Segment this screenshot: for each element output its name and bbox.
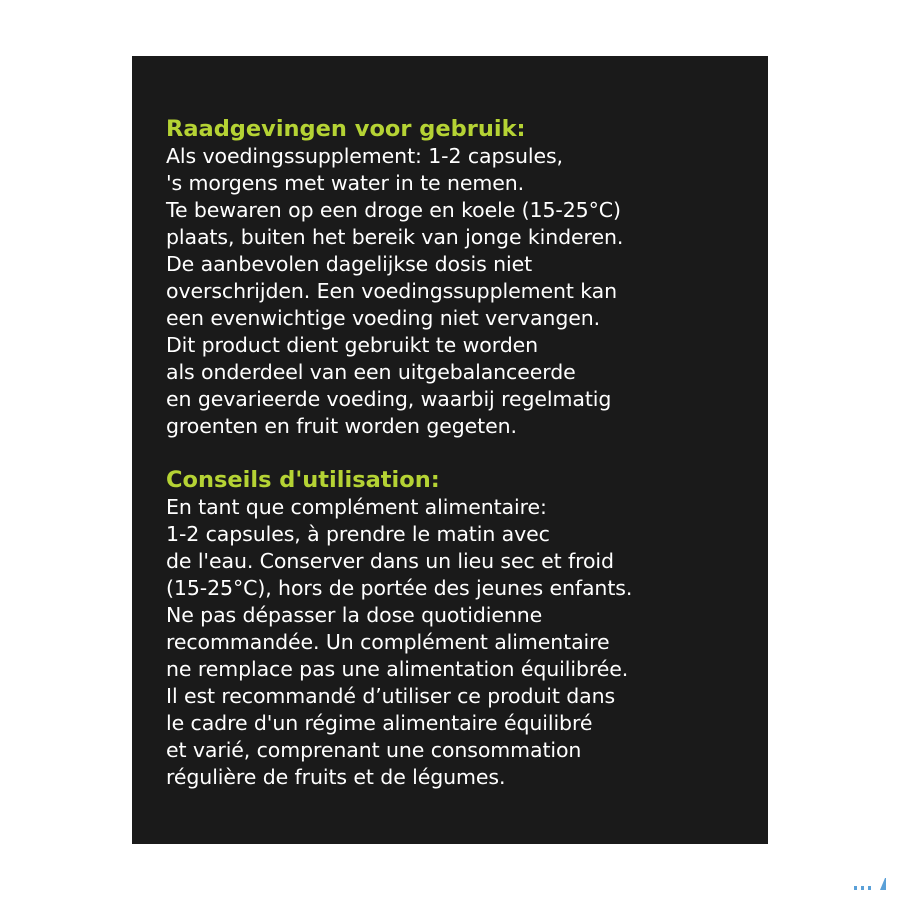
text-line: (15-25°C), hors de portée des jeunes enfants. xyxy=(166,576,633,600)
text-line: régulière de fruits et de légumes. xyxy=(166,765,506,789)
text-line: plaats, buiten het bereik van jonge kinderen. xyxy=(166,225,624,249)
text-line: 's morgens met water in te nemen. xyxy=(166,171,525,195)
text-line: le cadre d'un régime alimentaire équilibré xyxy=(166,711,593,735)
text-line: Te bewaren op een droge en koele (15-25°C) xyxy=(166,198,621,222)
heading-french: Conseils d'utilisation: xyxy=(166,467,440,493)
text-line: een evenwichtige voeding niet vervangen. xyxy=(166,306,601,330)
text-line: Dit product dient gebruikt te worden xyxy=(166,333,539,357)
text-line: Ne pas dépasser la dose quotidienne xyxy=(166,603,543,627)
section-french xyxy=(166,467,768,791)
text-line: en gevarieerde voeding, waarbij regelmatig xyxy=(166,387,612,411)
text-line: als onderdeel van een uitgebalanceerde xyxy=(166,360,576,384)
text-line: groenten en fruit worden gegeten. xyxy=(166,414,517,438)
section-dutch xyxy=(166,116,768,440)
text-line: En tant que complément alimentaire: xyxy=(166,495,547,519)
heading-dutch: Raadgevingen voor gebruik: xyxy=(166,116,526,142)
text-line: De aanbevolen dagelijkse dosis niet xyxy=(166,252,533,276)
text-line: de l'eau. Conserver dans un lieu sec et froid xyxy=(166,549,614,573)
text-line: Il est recommandé d’utiliser ce produit dans xyxy=(166,684,616,708)
text-line: overschrijden. Een voedingssupplement kan xyxy=(166,279,617,303)
watermark-logo-icon xyxy=(854,876,890,892)
text-dutch xyxy=(166,143,768,440)
text-line: 1-2 capsules, à prendre le matin avec xyxy=(166,522,550,546)
instructions-panel xyxy=(132,56,768,844)
text-line: recommandée. Un complément alimentaire xyxy=(166,630,610,654)
text-line: ne remplace pas une alimentation équilibrée. xyxy=(166,657,629,681)
text-line: Als voedingssupplement: 1-2 capsules, xyxy=(166,144,563,168)
text-line: et varié, comprenant une consommation xyxy=(166,738,582,762)
text-french xyxy=(166,494,768,791)
